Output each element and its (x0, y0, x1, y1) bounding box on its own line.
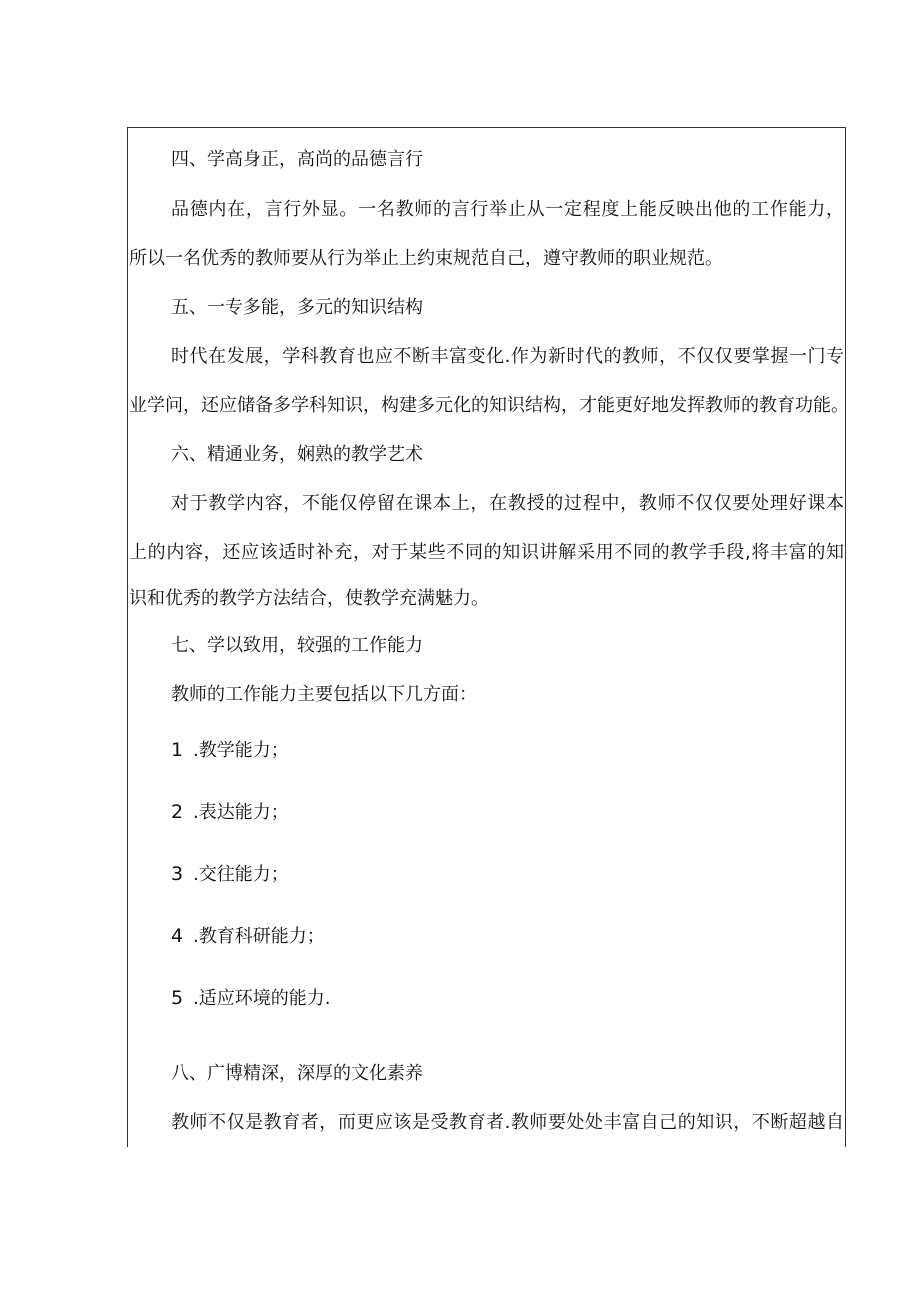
list-item (171, 862, 289, 887)
list-item (171, 986, 330, 1011)
paragraph-line: 所以一名优秀的教师要从行为举止上约束规范自己，遵守教师的职业规范。 (129, 248, 723, 269)
section-heading-6: 六、精通业务，娴熟的教学艺术 (171, 444, 423, 465)
list-text: .教育科研能力； (193, 926, 325, 947)
list-text: .教学能力； (193, 740, 289, 761)
section-heading-7: 七、学以致用，较强的工作能力 (171, 635, 423, 656)
paragraph-line: 上的内容，还应该适时补充，对于某些不同的知识讲解采用不同的教学手段,将丰富的知 (129, 542, 844, 563)
section-heading-5: 五、一专多能，多元的知识结构 (171, 297, 423, 318)
list-item (171, 924, 325, 949)
list-text: .表达能力； (193, 802, 289, 823)
paragraph-line: 教师不仅是教育者，而更应该是受教育者.教师要处处丰富自己的知识，不断超越自 (171, 1112, 844, 1133)
paragraph-line: 时代在发展，学科教育也应不断丰富变化.作为新时代的教师，不仅仅要掌握一门专 (171, 346, 844, 367)
paragraph-line: 业学问，还应储备多学科知识，构建多元化的知识结构，才能更好地发挥教师的教育功能。 (129, 395, 849, 416)
list-text: .交往能力； (193, 864, 289, 885)
section-heading-4: 四、学高身正，高尚的品德言行 (171, 149, 423, 170)
list-number: 5 (171, 987, 184, 1009)
list-text: .适应环境的能力. (193, 988, 331, 1009)
list-number: 4 (171, 925, 184, 947)
list-number: 1 (171, 739, 184, 761)
list-number: 2 (171, 801, 184, 823)
paragraph-line: 对于教学内容，不能仅停留在课本上，在教授的过程中，教师不仅仅要处理好课本 (171, 493, 844, 514)
list-number: 3 (171, 863, 184, 885)
list-item (171, 800, 289, 825)
paragraph-line: 品德内在，言行外显。一名教师的言行举止从一定程度上能反映出他的工作能力， (171, 199, 844, 220)
section-intro: 教师的工作能力主要包括以下几方面： (171, 684, 477, 705)
section-heading-8: 八、广博精深，深厚的文化素养 (171, 1063, 423, 1084)
paragraph-line: 识和优秀的教学方法结合，使教学充满魅力。 (129, 588, 489, 609)
list-item (171, 738, 289, 763)
